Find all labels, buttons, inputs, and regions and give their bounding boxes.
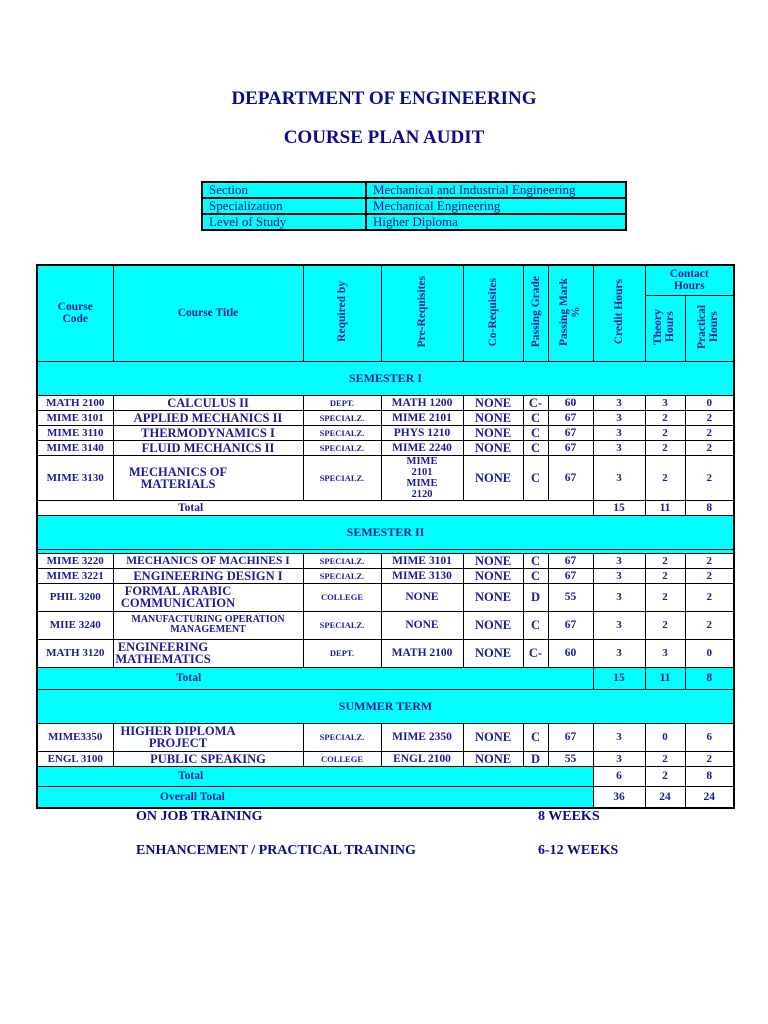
credit-hours: 3 — [593, 425, 645, 440]
course-title: CALCULUS II — [113, 395, 303, 410]
required-by: SPECIALZ. — [303, 440, 381, 455]
credit-hours: 3 — [593, 723, 645, 751]
table-row — [37, 751, 734, 766]
theory-hours: 2 — [645, 553, 685, 568]
col-course-title: Course Title — [113, 265, 303, 361]
practical-hours: 2 — [685, 440, 734, 455]
table-row — [37, 395, 734, 410]
course-title: MECHANICS OF MATERIALS — [113, 455, 303, 500]
passing-mark: 55 — [548, 751, 593, 766]
total-row — [37, 766, 734, 786]
total-theory: 2 — [645, 766, 685, 786]
corequisite: NONE — [463, 425, 523, 440]
practical-hours: 0 — [685, 639, 734, 667]
theory-hours: 3 — [645, 395, 685, 410]
credit-hours: 3 — [593, 583, 645, 611]
overall-total-row — [37, 786, 734, 808]
col-course-code: Course Code — [37, 265, 113, 361]
corequisite: NONE — [463, 410, 523, 425]
passing-mark: 67 — [548, 553, 593, 568]
info-label: Level of Study — [202, 214, 366, 230]
table-row — [37, 440, 734, 455]
passing-mark: 55 — [548, 583, 593, 611]
col-contact-hours: Contact Hours — [645, 265, 734, 295]
course-code: MIME 3130 — [37, 455, 113, 500]
passing-grade: C — [523, 723, 548, 751]
corequisite: NONE — [463, 440, 523, 455]
overall-total-label: Overall Total — [37, 786, 593, 808]
credit-hours: 3 — [593, 455, 645, 500]
col-prerequisites: Pre-Requisites — [381, 265, 463, 361]
course-title: ENGINEERING DESIGN I — [113, 568, 303, 583]
required-by: COLLEGE — [303, 751, 381, 766]
required-by: SPECIALZ. — [303, 568, 381, 583]
required-by: COLLEGE — [303, 583, 381, 611]
total-credit: 15 — [593, 667, 645, 689]
course-title: APPLIED MECHANICS II — [113, 410, 303, 425]
table-row — [37, 425, 734, 440]
prerequisite: MIME 2101 MIME 2120 — [381, 455, 463, 500]
table-row — [37, 639, 734, 667]
corequisite: NONE — [463, 723, 523, 751]
total-practical: 8 — [685, 667, 734, 689]
course-code: PHIL 3200 — [37, 583, 113, 611]
table-row — [37, 553, 734, 568]
passing-grade: C- — [523, 639, 548, 667]
passing-grade: C — [523, 611, 548, 639]
practical-hours: 2 — [685, 751, 734, 766]
total-row — [37, 667, 734, 689]
table-row — [37, 611, 734, 639]
required-by: SPECIALZ. — [303, 553, 381, 568]
overall-theory: 24 — [645, 786, 685, 808]
course-code: MATH 3120 — [37, 639, 113, 667]
practical-hours: 2 — [685, 568, 734, 583]
corequisite: NONE — [463, 553, 523, 568]
theory-hours: 2 — [645, 410, 685, 425]
page-title: DEPARTMENT OF ENGINEERING — [231, 88, 537, 109]
passing-mark: 60 — [548, 639, 593, 667]
corequisite: NONE — [463, 751, 523, 766]
total-row — [37, 500, 734, 515]
overall-credit: 36 — [593, 786, 645, 808]
course-plan-table — [36, 264, 735, 809]
semester-header: SUMMER TERM — [37, 689, 734, 723]
corequisite: NONE — [463, 455, 523, 500]
table-row — [37, 568, 734, 583]
table-row — [37, 455, 734, 500]
practical-hours: 0 — [685, 395, 734, 410]
col-passing-mark: Passing Mark % — [548, 265, 593, 361]
course-code: MIME 3221 — [37, 568, 113, 583]
practical-hours: 2 — [685, 553, 734, 568]
col-credit-hours: Credit Hours — [593, 265, 645, 361]
info-label: Specialization — [202, 198, 366, 214]
course-code: ENGL 3100 — [37, 751, 113, 766]
table-row — [37, 723, 734, 751]
footer-label-enhancement: ENHANCEMENT / PRACTICAL TRAINING — [136, 843, 416, 858]
passing-grade: C — [523, 568, 548, 583]
course-code: MIME 3220 — [37, 553, 113, 568]
course-title: FORMAL ARABIC COMMUNICATION — [113, 583, 303, 611]
credit-hours: 3 — [593, 553, 645, 568]
total-label: Total — [37, 500, 593, 515]
required-by: DEPT. — [303, 395, 381, 410]
course-title: MECHANICS OF MACHINES I — [113, 553, 303, 568]
footer-value-enhancement: 6-12 WEEKS — [538, 843, 619, 858]
footer-value-ojt: 8 WEEKS — [538, 809, 600, 824]
total-label: Total — [37, 766, 593, 786]
theory-hours: 3 — [645, 639, 685, 667]
theory-hours: 2 — [645, 611, 685, 639]
course-code: MATH 2100 — [37, 395, 113, 410]
prerequisite: MIME 2240 — [381, 440, 463, 455]
total-practical: 8 — [685, 766, 734, 786]
passing-grade: D — [523, 583, 548, 611]
header-row — [37, 265, 734, 295]
course-code: MIIE 3240 — [37, 611, 113, 639]
table-row — [37, 583, 734, 611]
info-row-level — [202, 214, 626, 230]
page-subtitle: COURSE PLAN AUDIT — [283, 127, 485, 148]
course-code: MIME 3140 — [37, 440, 113, 455]
prerequisite: MIME 2101 — [381, 410, 463, 425]
prerequisite: MIME 2350 — [381, 723, 463, 751]
passing-grade: C — [523, 553, 548, 568]
passing-grade: C — [523, 425, 548, 440]
theory-hours: 2 — [645, 583, 685, 611]
credit-hours: 3 — [593, 568, 645, 583]
course-title: MANUFACTURING OPERATION MANAGEMENT — [113, 611, 303, 639]
theory-hours: 2 — [645, 440, 685, 455]
total-practical: 8 — [685, 500, 734, 515]
prerequisite: MATH 2100 — [381, 639, 463, 667]
practical-hours: 2 — [685, 611, 734, 639]
total-credit: 6 — [593, 766, 645, 786]
prerequisite: NONE — [381, 611, 463, 639]
credit-hours: 3 — [593, 751, 645, 766]
semester-header: SEMESTER I — [37, 361, 734, 395]
passing-mark: 60 — [548, 395, 593, 410]
total-credit: 15 — [593, 500, 645, 515]
practical-hours: 2 — [685, 583, 734, 611]
corequisite: NONE — [463, 611, 523, 639]
total-theory: 11 — [645, 500, 685, 515]
total-theory: 11 — [645, 667, 685, 689]
corequisite: NONE — [463, 568, 523, 583]
course-code: MIME 3101 — [37, 410, 113, 425]
prerequisite: MIME 3101 — [381, 553, 463, 568]
required-by: SPECIALZ. — [303, 455, 381, 500]
col-practical-hours: Practical Hours — [685, 295, 734, 361]
course-title: FLUID MECHANICS II — [113, 440, 303, 455]
theory-hours: 2 — [645, 751, 685, 766]
col-theory-hours: Theory Hours — [645, 295, 685, 361]
credit-hours: 3 — [593, 440, 645, 455]
course-title: HIGHER DIPLOMA PROJECT — [113, 723, 303, 751]
footer-label-ojt: ON JOB TRAINING — [136, 809, 263, 824]
table-row — [37, 410, 734, 425]
course-code: MIME 3110 — [37, 425, 113, 440]
passing-grade: D — [523, 751, 548, 766]
course-title: THERMODYNAMICS I — [113, 425, 303, 440]
corequisite: NONE — [463, 583, 523, 611]
prerequisite: NONE — [381, 583, 463, 611]
info-label: Section — [202, 182, 366, 198]
practical-hours: 2 — [685, 425, 734, 440]
passing-grade: C — [523, 455, 548, 500]
info-row-section — [202, 182, 626, 198]
required-by: SPECIALZ. — [303, 425, 381, 440]
passing-mark: 67 — [548, 723, 593, 751]
program-info-table — [201, 181, 627, 231]
info-value: Higher Diploma — [366, 214, 626, 230]
required-by: DEPT. — [303, 639, 381, 667]
info-row-specialization — [202, 198, 626, 214]
passing-mark: 67 — [548, 455, 593, 500]
passing-mark: 67 — [548, 568, 593, 583]
theory-hours: 2 — [645, 568, 685, 583]
semester-header: SEMESTER II — [37, 515, 734, 549]
corequisite: NONE — [463, 639, 523, 667]
theory-hours: 2 — [645, 425, 685, 440]
col-corequisites: Co-Requisites — [463, 265, 523, 361]
info-value: Mechanical Engineering — [366, 198, 626, 214]
credit-hours: 3 — [593, 639, 645, 667]
theory-hours: 2 — [645, 455, 685, 500]
prerequisite: PHYS 1210 — [381, 425, 463, 440]
course-code: MIME3350 — [37, 723, 113, 751]
passing-mark: 67 — [548, 611, 593, 639]
total-label: Total — [37, 667, 593, 689]
credit-hours: 3 — [593, 611, 645, 639]
info-value: Mechanical and Industrial Engineering — [366, 182, 626, 198]
required-by: SPECIALZ. — [303, 723, 381, 751]
passing-mark: 67 — [548, 425, 593, 440]
course-title: PUBLIC SPEAKING — [113, 751, 303, 766]
prerequisite: ENGL 2100 — [381, 751, 463, 766]
corequisite: NONE — [463, 395, 523, 410]
prerequisite: MIME 3130 — [381, 568, 463, 583]
passing-grade: C — [523, 410, 548, 425]
credit-hours: 3 — [593, 410, 645, 425]
overall-practical: 24 — [685, 786, 734, 808]
passing-mark: 67 — [548, 410, 593, 425]
practical-hours: 2 — [685, 455, 734, 500]
credit-hours: 3 — [593, 395, 645, 410]
col-passing-grade: Passing Grade — [523, 265, 548, 361]
col-required-by: Required by — [303, 265, 381, 361]
passing-mark: 67 — [548, 440, 593, 455]
required-by: SPECIALZ. — [303, 611, 381, 639]
required-by: SPECIALZ. — [303, 410, 381, 425]
passing-grade: C- — [523, 395, 548, 410]
practical-hours: 2 — [685, 410, 734, 425]
course-title: ENGINEERING MATHEMATICS — [113, 639, 303, 667]
passing-grade: C — [523, 440, 548, 455]
practical-hours: 6 — [685, 723, 734, 751]
theory-hours: 0 — [645, 723, 685, 751]
prerequisite: MATH 1200 — [381, 395, 463, 410]
